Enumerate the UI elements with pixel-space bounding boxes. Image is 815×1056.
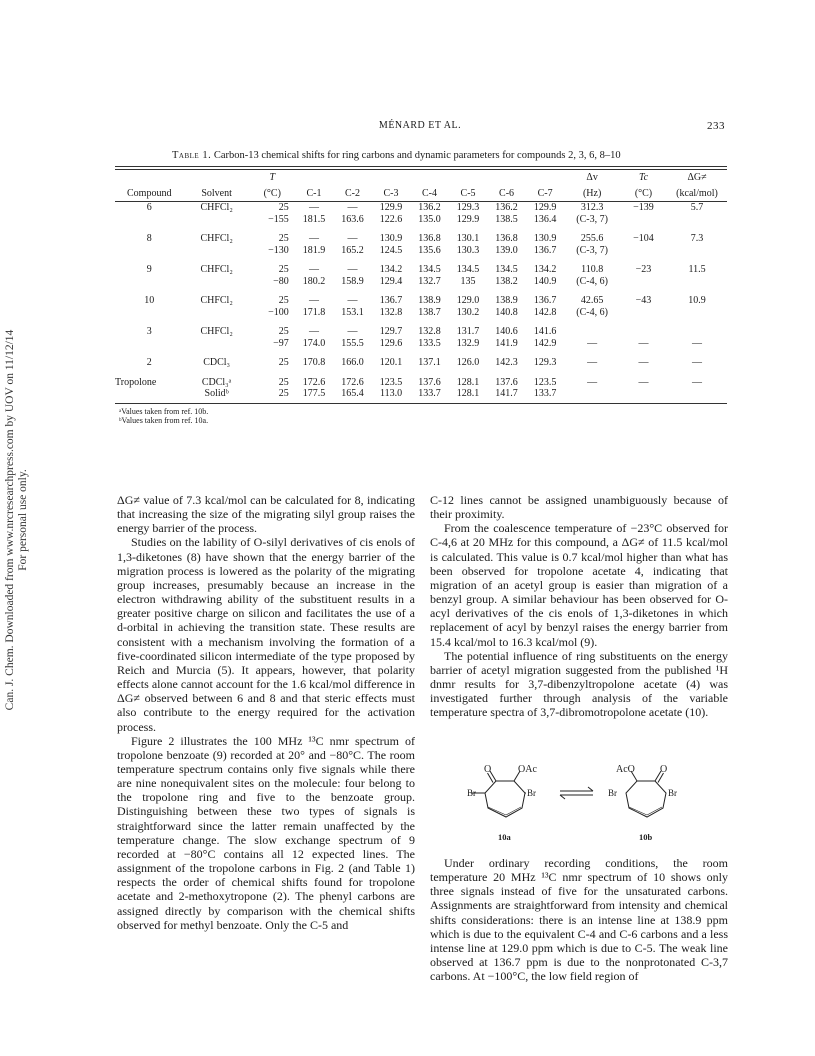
header-dv: Δv [586,172,598,183]
table-cell-c1: 170.8 [302,357,326,368]
table-cell-dg: 10.9 [688,295,706,306]
data-table [115,166,727,425]
table-cell-c4: 133.7 [418,388,441,399]
table-cell-tc [620,307,667,319]
table-cell-dv: (C-4, 6) [576,306,608,318]
table-cell-tc: — [638,357,649,368]
table-cell-c5: 129.3 [456,202,480,213]
struct-b-aco: AcO [616,764,635,775]
table-cell-c4: 135.0 [418,213,441,225]
header-t: T [269,172,276,183]
table-cell-c4: 138.7 [418,306,441,318]
table-cell-c5: 128.1 [456,388,480,399]
table-cell-c5: 129.9 [456,213,480,225]
table-cell-c4: 135.6 [418,244,441,256]
table-cell-c3: 129.7 [379,326,403,337]
table-cell-compound [115,214,183,226]
table-cell-t: −97 [273,337,289,349]
header-compound: Compound [115,186,183,202]
table-cell-dv: — [587,376,598,388]
header-t-unit: (°C) [250,186,295,202]
table-cell-c5: 128.1 [456,376,480,388]
table-cell-dv: 110.8 [581,264,604,275]
table-cell-compound: 6 [146,202,152,213]
table-row [115,256,727,276]
table-cell-c1: — [308,233,319,244]
table-cell-compound: 3 [146,326,152,337]
header-dv-unit: (Hz) [564,186,620,202]
table-cell-c6: 140.6 [495,326,518,337]
table-cell-solvent [183,276,249,288]
table-cell-c5: 135 [460,275,476,287]
table-cell-compound [115,307,183,319]
table-cell-c2: 163.6 [341,213,364,225]
table-row [115,369,727,389]
table-cell-c6: 138.9 [495,295,518,306]
table-cell-dg [667,245,727,257]
table-cell-compound: 9 [146,264,152,275]
table-footnote: ᵇValues taken from ref. 10a. [119,415,209,425]
table-row [115,338,727,350]
table-caption-text: Carbon-13 chemical shifts for ring carbons and dynamic parameters for compounds 2, 3, 6, 8–10 [213,150,621,161]
table-caption [172,150,732,161]
table-cell-dv: (C-3, 7) [576,244,608,256]
table-cell-c6: 142.3 [495,357,518,368]
table-cell-c1: — [308,295,319,306]
table-row [115,287,727,307]
table-cell-dg: — [692,376,702,388]
struct-a-oac: OAc [518,764,537,775]
table-cell-dg: 11.5 [688,264,706,275]
table-cell-c4: 132.7 [418,275,441,287]
table-cell-tc: −43 [635,295,652,306]
table-cell-c4: 136.2 [418,202,441,213]
table-cell-dg: — [692,357,702,368]
table-footnotes [115,404,727,425]
table-cell-c3: 113.0 [379,388,403,399]
table-cell-c7: 129.9 [533,202,557,213]
table-cell-c5: 126.0 [456,357,480,368]
table-cell-solvent: CDCl₃ [203,357,231,368]
table-cell-solvent [183,214,249,226]
table-row [115,388,727,403]
table-cell-c5: 130.3 [456,244,480,256]
table-cell-c7: 133.7 [533,388,557,399]
table-cell-dg [667,318,727,338]
table-cell-t: −130 [268,244,289,256]
running-header-authors: MÉNARD ET AL. [378,120,462,131]
table-cell-c7: 141.6 [533,326,557,337]
download-notice-line1: Can. J. Chem. Downloaded from www.nrcresearchpress.com by UOV on 11/12/14 [4,329,16,711]
table-cell-c2: 172.6 [341,376,364,388]
header-c2: C-2 [333,186,372,202]
paragraph: C-12 lines cannot be assigned unambiguously because of their proximity. [430,493,728,522]
table-row [115,318,727,338]
struct-a-br-left: Br [467,788,476,798]
table-cell-c5: 132.9 [456,337,480,349]
table-cell-dv: 255.6 [580,233,604,244]
header-c7: C-7 [526,186,565,202]
table-cell-solvent: Solidᵇ [204,388,229,399]
table-cell-c2: 153.1 [341,306,364,318]
table-cell-dg [667,307,727,319]
table-cell-dg [667,214,727,226]
table-cell-dv: 42.65 [580,295,604,306]
table-cell-solvent: CHFCl₂ [200,326,233,337]
table-cell-c2: 158.9 [341,275,364,287]
paragraph: ΔG≠ value of 7.3 kcal/mol can be calculated for 8, indicating that increasing the size of the migrating silyl group raises the energy barrier of the process. [117,493,415,536]
table-cell-c3: 124.5 [379,244,403,256]
table-cell-c7: 130.9 [533,233,557,244]
running-header [115,120,725,136]
table-cell-c6: 134.5 [495,264,518,275]
header-dg-unit: (kcal/mol) [667,186,727,202]
table-cell-c3: 136.7 [379,295,403,306]
table-cell-c4: 136.8 [418,233,441,244]
table-cell-c6: 139.0 [495,244,518,256]
table-cell-c2: — [347,264,358,275]
table-cell-c1: 171.8 [302,306,326,318]
header-dg: ΔG≠ [687,172,707,183]
table-cell-compound: 10 [144,295,155,306]
body-right-column-continued [430,856,728,983]
table-cell-dg: 7.3 [690,233,704,244]
table-cell-dg: — [692,337,702,349]
page-number: 233 [707,120,725,132]
paragraph: The potential influence of ring substituents on the energy barrier of acetyl migration suggested from the published ¹H dnmr results for 3,7-dibenzyltropolone acetate (4) was investigated further through analysis of the variable temperature spectra of 3,7-dibromotropolone acetate (10). [430,648,728,720]
header-c5: C-5 [449,186,488,202]
structure-10a [485,771,525,817]
paragraph: Studies on the lability of O-silyl derivatives of cis enols of 1,3-diketones (8) have shown that the energy barrier of the migration process is lowered as the polarity of the migrating group increases, presumably because an increase in the electron withdrawing ability of the substituent results in a greater positive charge on silicon and facilitates the use of a d-orbital in achieving the transition state. These results are consistent with a mechanism involving the formation of a five-coordinated silicon intermediate of the type proposed by Reich and Murcia (5). It appears, however, that polarity effects alone cannot account for the 1.6 kcal/mol difference in ΔG≠ observed between 6 and 8 and that steric effects must also contribute to the energy required for the activation process. [117,535,415,734]
paragraph: Figure 2 illustrates the 100 MHz ¹³C nmr spectrum of tropolone benzoate (9) recorded at 20° and −80°C. The room temperature spectrum contains only five signals while there are nine nonequivalent sites on the molecule: four belong to the tropolone ring and five to the benzoate group. Distinguishing between these two types of signals is straightforward since the latter remain unaffected by the temperature change. The slow exchange spectrum of 9 recorded at −80°C contains all 12 expected lines. The assignment of the tropolone carbons in Fig. 2 (and Table 1) respects the order of chemical shifts found for tropolone acetate and 2-methoxytropone (2). The phenyl carbons are assigned directly by comparison with the chemical shifts observed for methyl benzoate. Only the C-5 and [117,733,415,932]
table-cell-compound: 2 [146,357,152,368]
table-cell-solvent [183,245,249,257]
table-cell-c1: 177.5 [302,388,326,399]
table-cell-tc: −104 [633,233,654,244]
table-cell-t: 25 [278,376,289,388]
table-row [115,225,727,245]
header-tc-unit: (°C) [620,186,667,202]
table-cell-c5: 131.7 [456,326,480,337]
table-cell-c7: 140.9 [533,275,557,287]
table-cell-compound [115,276,183,288]
struct-b-br-left: Br [608,788,617,798]
table-cell-solvent: CHFCl₂ [200,202,233,213]
table-cell-tc [620,276,667,288]
table-cell-c3: 129.9 [379,202,403,213]
table-cell-c6: 136.8 [495,233,518,244]
table-cell-c7: 134.2 [533,264,557,275]
table-cell-tc: −23 [635,264,652,275]
table-cell-c7: 129.3 [533,357,557,368]
table-cell-compound: Tropolone [115,376,157,388]
table-cell-c3: 134.2 [379,264,403,275]
table-cell-c1: — [308,264,319,275]
table-cell-c7: 142.9 [533,337,557,349]
body-right-column [430,493,728,720]
table-cell-c2: — [347,202,358,213]
table-cell-c2: 166.0 [341,357,364,368]
table-cell-dv [564,318,620,338]
table-cell-c6: 136.2 [495,202,518,213]
table-cell-c4: 133.5 [418,337,441,349]
table-cell-c4: 138.9 [418,295,441,306]
table-row [115,202,727,214]
table-cell-c5: 130.1 [456,233,480,244]
table-cell-c3: 122.6 [379,213,403,225]
table-cell-c6: 141.9 [495,337,518,349]
table-cell-dg [667,388,727,403]
table-cell-c3: 130.9 [379,233,403,244]
table-cell-c3: 120.1 [379,357,403,368]
table-cell-t: 25 [278,326,289,337]
header-c1: C-1 [295,186,334,202]
body-left-column [117,493,415,932]
table-cell-dv: — [587,357,598,368]
table-cell-c2: — [347,233,358,244]
table-cell-c2: — [347,326,358,337]
table-cell-c1: 172.6 [302,376,326,388]
table-row [115,245,727,257]
table-cell-tc: −139 [633,202,654,213]
table-cell-t: 25 [278,264,289,275]
header-tc: Tc [638,172,649,183]
table-cell-compound [115,338,183,350]
table-cell-c1: 174.0 [302,337,326,349]
table-cell-c1: — [308,326,319,337]
paragraph: Under ordinary recording conditions, the room temperature 20 MHz ¹³C nmr spectrum of 10 shows only three signals instead of five for the unsaturated carbons. Assignments are straightforward from intensity and chemical shifts considerations: there is an intense line at 138.9 ppm which is due to the equivalent C-4 and C-6 carbons and a less intense line at 129.0 ppm which is due to C-5. The weak line observed at 136.7 ppm is due to the nonprotonated C-3,7 carbons. At −100°C, the low field region of [430,856,728,984]
table-cell-c7: 136.7 [533,295,557,306]
struct-a-label: 10a [498,832,511,842]
table-cell-t: −155 [268,213,289,225]
table-cell-c2: 165.2 [341,244,364,256]
table-row [115,349,727,369]
table-cell-c4: 137.1 [418,357,441,368]
table-cell-solvent [183,338,249,350]
table-cell-compound: 8 [146,233,152,244]
table-cell-dv: (C-4, 6) [576,275,608,287]
table-cell-c6: 138.5 [495,213,518,225]
table-cell-dv: — [587,337,598,349]
download-notice [4,240,44,800]
table-cell-solvent: CHFCl₂ [200,233,233,244]
table-cell-compound [115,388,183,403]
table-cell-solvent [183,307,249,319]
table-cell-dv [564,388,620,403]
table-cell-tc [620,318,667,338]
table-cell-c1: 181.5 [302,213,326,225]
download-notice-line2: For personal use only. [17,469,29,571]
header-c4: C-4 [410,186,449,202]
table-cell-c6: 141.7 [495,388,518,399]
table-cell-c1: — [308,202,319,213]
table-cell-solvent: CHFCl₂ [200,264,233,275]
table-cell-c5: 130.2 [456,306,480,318]
table-cell-c3: 129.6 [379,337,403,349]
table-cell-c6: 137.6 [495,376,518,388]
table-cell-tc [620,388,667,403]
table-cell-c7: 136.4 [533,213,557,225]
table-cell-tc [620,214,667,226]
table-cell-c1: 181.9 [302,244,326,256]
table-cell-solvent: CDCl₃ᵃ [201,376,232,388]
table-footnote: ᵃValues taken from ref. 10b. [119,406,209,416]
table-cell-c4: 134.5 [418,264,441,275]
table-cell-c3: 132.8 [379,306,403,318]
table-cell-c2: 155.5 [341,337,364,349]
table-row [115,214,727,226]
struct-b-o: O [660,764,668,775]
table-cell-tc: — [638,337,649,349]
table-cell-t: 25 [278,233,289,244]
paragraph: From the coalescence temperature of −23°C observed for C-4,6 at 20 MHz for this compound, a ΔG≠ of 11.5 kcal/mol is calculated. This value is 0.7 kcal/mol higher than what has been observed for tropolone acetate 4, indicating that migration of an acetyl group is easier than migration of a benzyl group. A similar behaviour has been observed for O-acyl derivatives of the cis enols of 1,3-diketones in which replacement of acyl by benzyl raises the energy barrier from 15.4 kcal/mol to 16.3 kcal/mol (9). [430,521,728,649]
table-cell-tc: — [638,376,649,388]
table-cell-t: 25 [278,357,289,368]
table-cell-dg: 5.7 [690,202,704,213]
table-cell-dg [667,276,727,288]
table-cell-dv: (C-3, 7) [576,213,608,225]
table-cell-dv: 312.3 [580,202,604,213]
header-c6: C-6 [487,186,526,202]
table-row [115,276,727,288]
table-cell-t: −80 [273,275,289,287]
table-cell-tc [620,245,667,257]
struct-a-br-right: Br [527,788,536,798]
header-solvent: Solvent [183,186,249,202]
table-cell-t: 25 [278,388,289,399]
equilibrium-arrows-icon [560,787,593,799]
table-cell-c6: 140.8 [495,306,518,318]
table-cell-c2: 165.4 [341,388,364,399]
table-cell-compound [115,245,183,257]
equilibrium-structures [430,760,728,845]
table-cell-t: 25 [278,295,289,306]
structure-10b [626,771,666,817]
table-row [115,307,727,319]
table-cell-solvent: CHFCl₂ [200,295,233,306]
table-cell-c1: 180.2 [302,275,326,287]
table-cell-c7: 123.5 [533,376,557,388]
table-cell-t: −100 [268,306,289,318]
table-cell-t: 25 [278,202,289,213]
table-cell-c4: 137.6 [418,376,441,388]
table-cell-c6: 138.2 [495,275,518,287]
table-cell-c3: 129.4 [379,275,403,287]
struct-b-br-right: Br [668,788,677,798]
table-cell-c2: — [347,295,358,306]
struct-a-o: O [484,764,492,775]
table-cell-c4: 132.8 [418,326,441,337]
table-cell-c5: 134.5 [456,264,480,275]
table-cell-c5: 129.0 [456,295,480,306]
table-label: Table 1. [172,150,212,161]
header-c3: C-3 [372,186,411,202]
table-cell-c7: 142.8 [533,306,557,318]
table-cell-c3: 123.5 [379,376,403,388]
struct-b-label: 10b [639,832,653,842]
table-cell-c7: 136.7 [533,244,557,256]
